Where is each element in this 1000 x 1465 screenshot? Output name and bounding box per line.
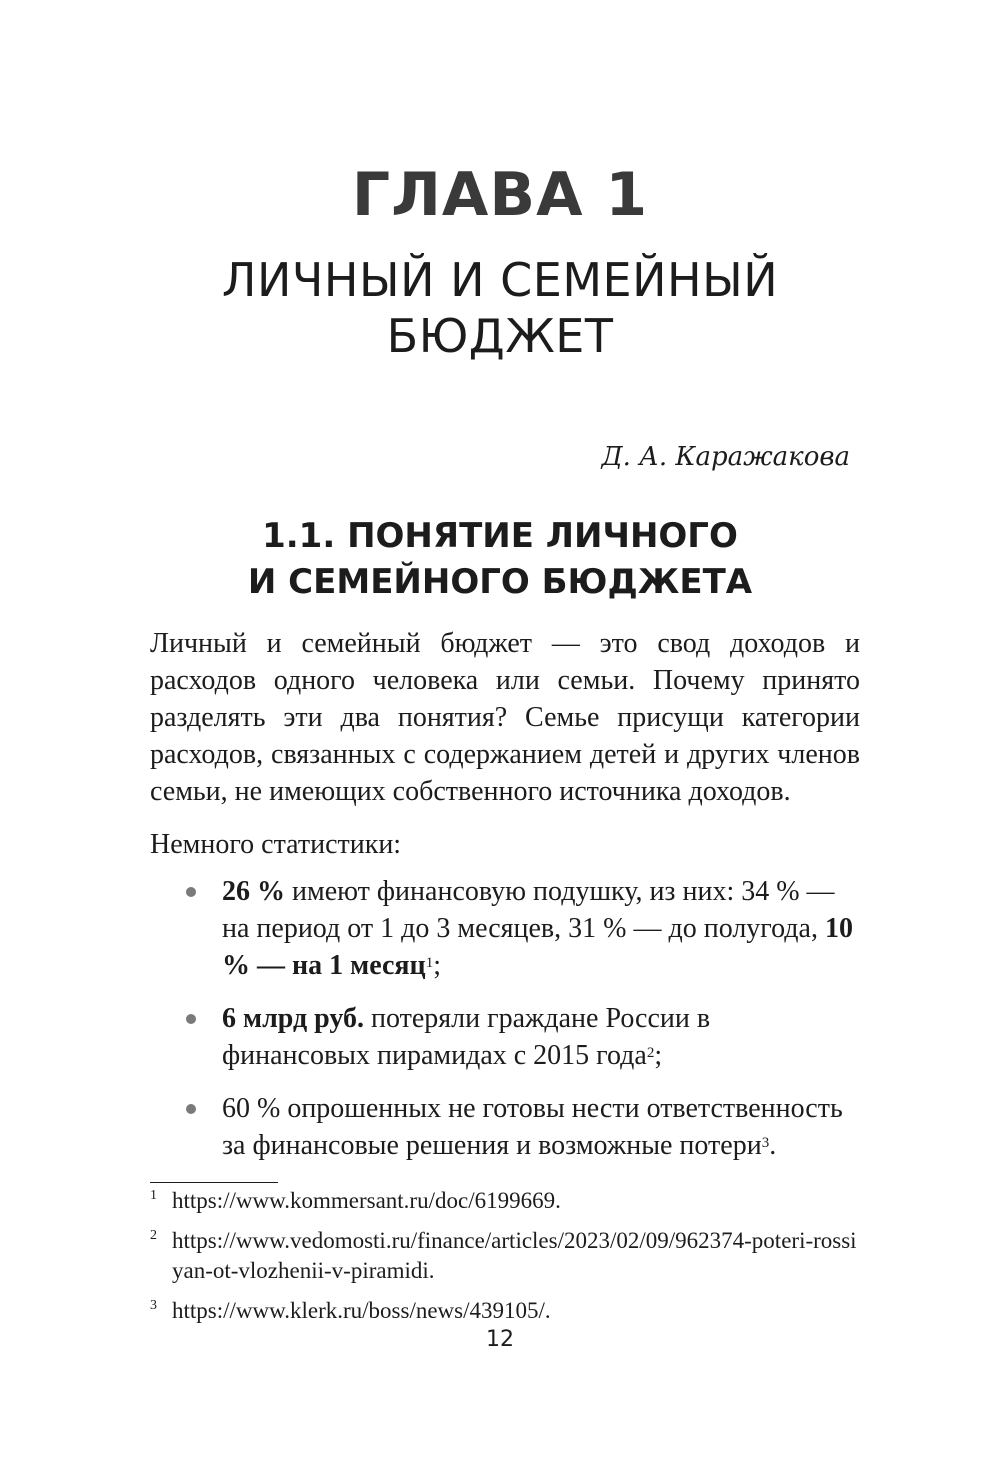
footnote-divider xyxy=(150,1182,278,1183)
bullet-icon xyxy=(186,1014,196,1024)
footnote-link[interactable]: https://www.klerk.ru/boss/news/439105/. xyxy=(172,1298,551,1323)
section-title-line1: 1.1. ПОНЯТИЕ ЛИЧНОГО xyxy=(262,516,738,556)
list-item xyxy=(186,1000,860,1074)
chapter-title-line1: ЛИЧНЫЙ И СЕМЕЙНЫЙ xyxy=(221,253,779,307)
bullet-icon xyxy=(186,887,196,897)
footnote-link[interactable]: https://www.kommersant.ru/doc/6199669. xyxy=(172,1188,561,1213)
stat-text: имеют финансовую подушку, из них: 34 % — на период от 1 до 3 месяцев, 31 % — до полугода, xyxy=(222,876,835,944)
chapter-title-line2: БЮДЖЕТ xyxy=(386,309,614,363)
author-name: Д. А. Каражакова xyxy=(601,442,850,472)
stat-highlight: 26 % xyxy=(222,876,285,907)
statistics-lead: Немного статистики: xyxy=(150,829,402,860)
footnote-ref: 3 xyxy=(761,1135,770,1151)
stat-text: 60 % опрошенных не готовы нести ответственность за финансовые решения и возможные потери xyxy=(222,1093,843,1161)
footnote xyxy=(150,1186,860,1216)
section-title-line2: И СЕМЕЙНОГО БЮДЖЕТА xyxy=(247,562,753,602)
footnote-link[interactable]: https://www.vedomosti.ru/finance/articles/2023/02/09/962374-poteri-rossiyan-ot-vlozhenii-v-piramidi. xyxy=(172,1228,857,1283)
page-number: 12 xyxy=(486,1327,514,1352)
stat-text: потеряли граждане России в финансовых пирамидах с 2015 года xyxy=(222,1003,711,1071)
footnote xyxy=(150,1226,860,1286)
stat-punct: . xyxy=(769,1130,777,1161)
chapter-number: ГЛАВА 1 xyxy=(351,160,649,230)
footnotes xyxy=(150,1186,860,1336)
footnote xyxy=(150,1296,860,1326)
list-item xyxy=(186,873,860,984)
stat-highlight: 10 % — на 1 месяц xyxy=(222,913,853,981)
intro-paragraph: Личный и семейный бюджет — это свод доходов и расходов одного человека или семьи. Почему принято разделять эти два понятия? Семье присущи категории расходов, связанных с содержанием детей и других членов семьи, не имеющих собственного источника доходов. xyxy=(150,628,860,807)
section-title xyxy=(0,513,1000,605)
stat-highlight: 6 млрд руб. xyxy=(222,1003,364,1034)
statistics-list xyxy=(186,873,860,1180)
bullet-icon xyxy=(186,1104,196,1114)
footnote-ref: 2 xyxy=(646,1045,655,1061)
list-item xyxy=(186,1090,860,1164)
stat-punct: ; xyxy=(654,1040,663,1071)
footnote-number: 1 xyxy=(150,1188,157,1203)
chapter-title xyxy=(0,252,1000,364)
footnote-number: 3 xyxy=(150,1298,157,1313)
stat-punct: ; xyxy=(433,950,441,981)
footnote-ref: 1 xyxy=(425,955,434,971)
footnote-number: 2 xyxy=(150,1228,157,1243)
